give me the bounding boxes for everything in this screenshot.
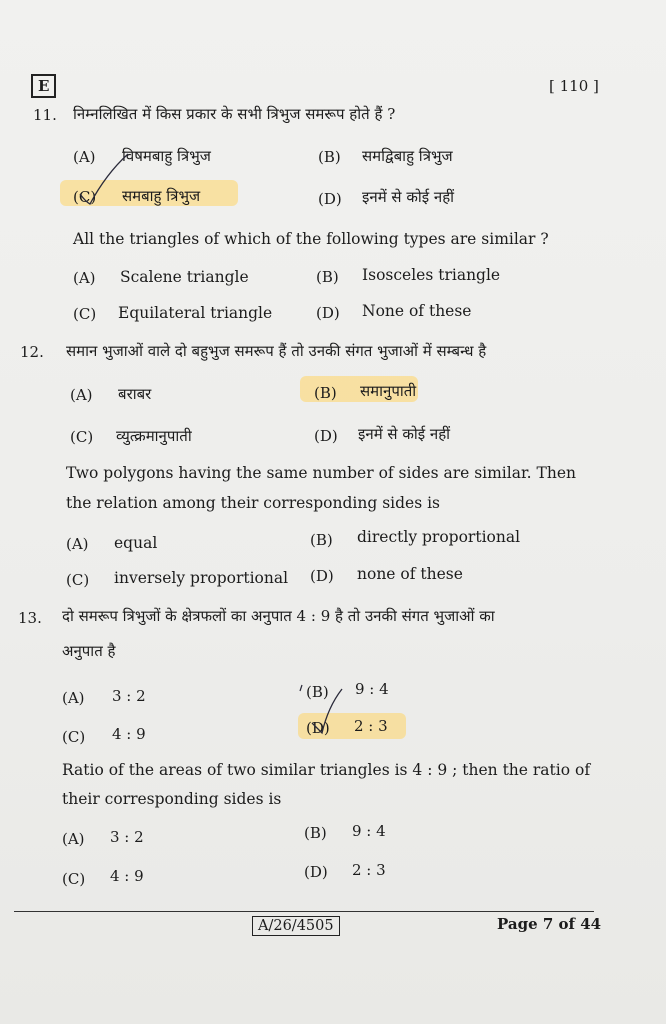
option-text: समानुपाती xyxy=(360,382,417,400)
option-text: directly proportional xyxy=(357,528,521,546)
option-text: विषमबाहु त्रिभुज xyxy=(122,147,211,165)
option-text: inversely proportional xyxy=(114,569,289,587)
question-number: 13. xyxy=(18,609,42,627)
option-label: (B) xyxy=(318,148,341,166)
option-text: बराबर xyxy=(118,385,152,403)
option-label: (B) xyxy=(310,531,333,549)
question-text-english: Two polygons having the same number of sides are similar. Then xyxy=(66,464,577,482)
option-label: (C) xyxy=(66,571,90,589)
footer-divider xyxy=(14,911,594,912)
page-number: Page 7 of 44 xyxy=(497,915,602,933)
option-text: इनमें से कोई नहीं xyxy=(358,425,451,443)
option-label: (C) xyxy=(62,870,86,888)
question-text-english: All the triangles of which of the following types are similar ? xyxy=(73,230,549,248)
option-text: 2 : 3 xyxy=(352,861,386,879)
paper-code: A/26/4505 xyxy=(252,916,340,936)
tick-mark-icon xyxy=(76,150,136,210)
question-text-english: their corresponding sides is xyxy=(62,790,282,808)
option-text: 9 : 4 xyxy=(355,680,389,698)
option-label: (B) xyxy=(316,268,339,286)
option-label: (A) xyxy=(70,386,93,404)
question-text-hindi: दो समरूप त्रिभुजों के क्षेत्रफलों का अनुपात 4 : 9 है तो उनकी संगत भुजाओं का xyxy=(62,607,495,625)
question-text-hindi: समान भुजाओं वाले दो बहुभुज समरूप हैं तो उनकी संगत भुजाओं में सम्बन्ध है xyxy=(66,342,487,360)
option-label: (C) xyxy=(62,728,86,746)
set-code-box: E xyxy=(31,74,56,98)
option-text: None of these xyxy=(362,302,472,320)
option-label: (C) xyxy=(73,305,97,323)
option-text: none of these xyxy=(357,565,463,583)
option-text: व्युत्क्रमानुपाती xyxy=(116,427,192,445)
option-label: (A) xyxy=(73,269,96,287)
question-text-hindi: अनुपात है xyxy=(62,642,116,660)
option-text: 4 : 9 xyxy=(112,725,146,743)
option-text: Equilateral triangle xyxy=(118,304,273,322)
option-label: (B) xyxy=(304,824,327,842)
option-text: 9 : 4 xyxy=(352,822,386,840)
option-label: (D) xyxy=(318,190,342,208)
option-text: 4 : 9 xyxy=(110,867,144,885)
option-label: (C) xyxy=(70,428,94,446)
option-text: 2 : 3 xyxy=(354,717,388,735)
option-label: (D) xyxy=(310,567,334,585)
option-label: (D) xyxy=(306,719,330,737)
option-text: 3 : 2 xyxy=(110,828,144,846)
question-text-hindi: निम्नलिखित में किस प्रकार के सभी त्रिभुज समरूप होते हैं ? xyxy=(73,105,396,123)
option-text: Isosceles triangle xyxy=(362,266,501,284)
option-label: (B) xyxy=(314,384,337,402)
option-label: (A) xyxy=(62,689,85,707)
question-text-english: the relation among their corresponding sides is xyxy=(66,494,441,512)
option-label: (A) xyxy=(66,535,89,553)
page-marker: [ 110 ] xyxy=(549,77,599,95)
option-text: समद्विबाहु त्रिभुज xyxy=(362,147,453,165)
option-label: (D) xyxy=(304,863,328,881)
option-label: (B) xyxy=(306,683,329,701)
question-number: 11. xyxy=(33,106,57,124)
tick-mark-icon xyxy=(298,683,348,739)
option-text: Scalene triangle xyxy=(120,268,249,286)
question-number: 12. xyxy=(20,343,44,361)
question-text-english: Ratio of the areas of two similar triangles is 4 : 9 ; then the ratio of xyxy=(62,761,591,779)
option-text: समबाहु त्रिभुज xyxy=(122,187,201,205)
option-label: (C) xyxy=(73,188,97,206)
option-text: 3 : 2 xyxy=(112,687,146,705)
option-text: इनमें से कोई नहीं xyxy=(362,188,455,206)
option-label: (D) xyxy=(316,304,340,322)
option-label: (A) xyxy=(73,148,96,166)
option-label: (D) xyxy=(314,427,338,445)
option-label: (A) xyxy=(62,830,85,848)
option-text: equal xyxy=(114,534,158,552)
